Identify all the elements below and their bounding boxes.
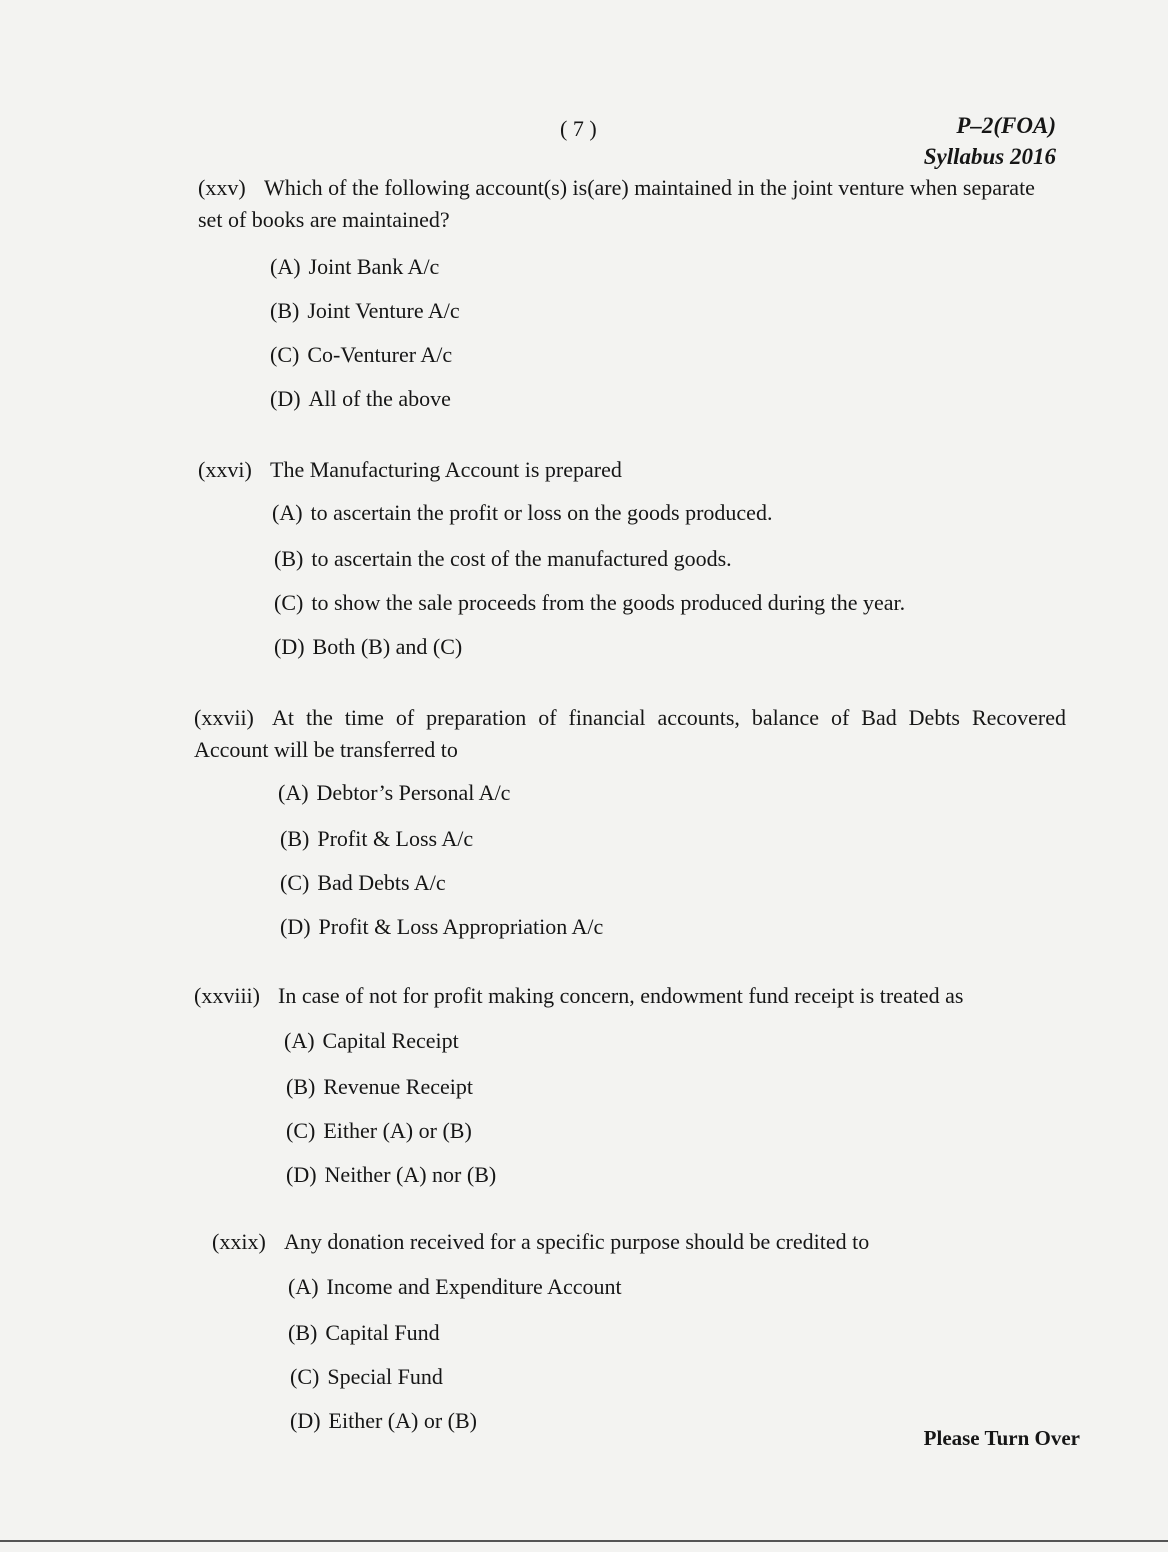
option-letter: (A) xyxy=(272,500,303,525)
paper-header xyxy=(924,110,1056,172)
option-letter: (C) xyxy=(290,1364,320,1389)
option-text: All of the above xyxy=(308,386,451,411)
question-xxviii xyxy=(194,980,1066,1012)
option-letter: (A) xyxy=(284,1028,315,1053)
option-letter: (C) xyxy=(270,342,300,367)
question-text: The Manufacturing Account is prepared xyxy=(270,457,622,482)
option-text: Capital Receipt xyxy=(322,1028,459,1053)
option-letter: (D) xyxy=(290,1408,321,1433)
question-text: At the time of preparation of financial accounts, balance of Bad Debts Recovered Account will be transferred to xyxy=(194,705,1066,762)
option-letter: (D) xyxy=(274,634,305,659)
option-xxv-c xyxy=(270,342,452,368)
question-text-content: Which of the following account(s) is(are) maintained in the joint venture when separate set of books are maintained? xyxy=(198,175,1035,232)
option-xxv-b xyxy=(270,298,460,324)
option-xxvi-c xyxy=(274,590,905,616)
option-xxv-a xyxy=(270,254,439,280)
option-text: Capital Fund xyxy=(325,1320,440,1345)
syllabus-label: Syllabus 2016 xyxy=(923,144,1056,169)
option-xxvi-a xyxy=(272,500,772,526)
option-letter: (D) xyxy=(270,386,301,411)
page-number: ( 7 ) xyxy=(560,116,597,141)
option-text: Both (B) and (C) xyxy=(312,634,463,659)
option-xxix-a xyxy=(288,1274,622,1300)
option-xxvi-b xyxy=(274,546,732,572)
option-letter: (D) xyxy=(280,914,311,939)
option-xxvii-c xyxy=(280,870,446,896)
question-number: (xxvii) xyxy=(194,705,254,730)
page-bottom-divider xyxy=(0,1540,1168,1542)
option-text: Special Fund xyxy=(327,1364,443,1389)
question-text: In case of not for profit making concern, endowment fund receipt is treated as xyxy=(278,983,964,1008)
option-xxvii-b xyxy=(280,826,473,852)
option-text: Profit & Loss A/c xyxy=(317,826,474,851)
option-text: Joint Venture A/c xyxy=(307,298,460,323)
option-text: Joint Bank A/c xyxy=(308,254,440,279)
question-text: Any donation received for a specific purpose should be credited to xyxy=(284,1229,870,1254)
option-text: to ascertain the profit or loss on the goods produced. xyxy=(310,500,773,525)
option-letter: (B) xyxy=(280,826,310,851)
question-number: (xxvi) xyxy=(198,457,252,482)
question-xxv xyxy=(198,172,1060,236)
question-text xyxy=(198,172,1060,236)
option-text: Profit & Loss Appropriation A/c xyxy=(318,914,604,939)
option-text: to show the sale proceeds from the goods produced during the year. xyxy=(311,590,906,615)
option-xxix-c xyxy=(290,1364,443,1390)
question-number: (xxv) xyxy=(198,175,246,200)
option-letter: (A) xyxy=(270,254,301,279)
option-xxvi-d xyxy=(274,634,462,660)
paper-code: P–2(FOA) xyxy=(956,113,1056,138)
option-letter: (B) xyxy=(286,1074,316,1099)
option-letter: (A) xyxy=(288,1274,319,1299)
option-xxix-d xyxy=(290,1408,477,1434)
question-xxix xyxy=(212,1226,1066,1258)
option-text: Bad Debts A/c xyxy=(317,870,446,895)
option-xxvii-a xyxy=(278,780,510,806)
option-text: Debtor’s Personal A/c xyxy=(316,780,511,805)
option-letter: (B) xyxy=(288,1320,318,1345)
option-xxix-b xyxy=(288,1320,440,1346)
option-text: to ascertain the cost of the manufactured goods. xyxy=(311,546,732,571)
option-letter: (C) xyxy=(280,870,310,895)
option-letter: (C) xyxy=(274,590,304,615)
option-letter: (A) xyxy=(278,780,309,805)
option-letter: (B) xyxy=(270,298,300,323)
option-letter: (D) xyxy=(286,1162,317,1187)
option-letter: (C) xyxy=(286,1118,316,1143)
option-xxviii-a xyxy=(284,1028,459,1054)
option-text: Either (A) or (B) xyxy=(328,1408,477,1433)
option-text: Revenue Receipt xyxy=(323,1074,473,1099)
option-text: Income and Expenditure Account xyxy=(326,1274,622,1299)
option-xxviii-d xyxy=(286,1162,496,1188)
option-xxviii-c xyxy=(286,1118,472,1144)
option-text: Neither (A) nor (B) xyxy=(324,1162,497,1187)
option-xxviii-b xyxy=(286,1074,473,1100)
question-xxvi xyxy=(198,454,1060,486)
option-text: Co-Venturer A/c xyxy=(307,342,453,367)
option-xxvii-d xyxy=(280,914,603,940)
option-xxv-d xyxy=(270,386,451,412)
turn-over-note: Please Turn Over xyxy=(923,1426,1080,1450)
option-letter: (B) xyxy=(274,546,304,571)
option-text: Either (A) or (B) xyxy=(323,1118,472,1143)
question-number: (xxviii) xyxy=(194,983,260,1008)
question-number: (xxix) xyxy=(212,1229,266,1254)
question-xxvii xyxy=(194,702,1066,766)
